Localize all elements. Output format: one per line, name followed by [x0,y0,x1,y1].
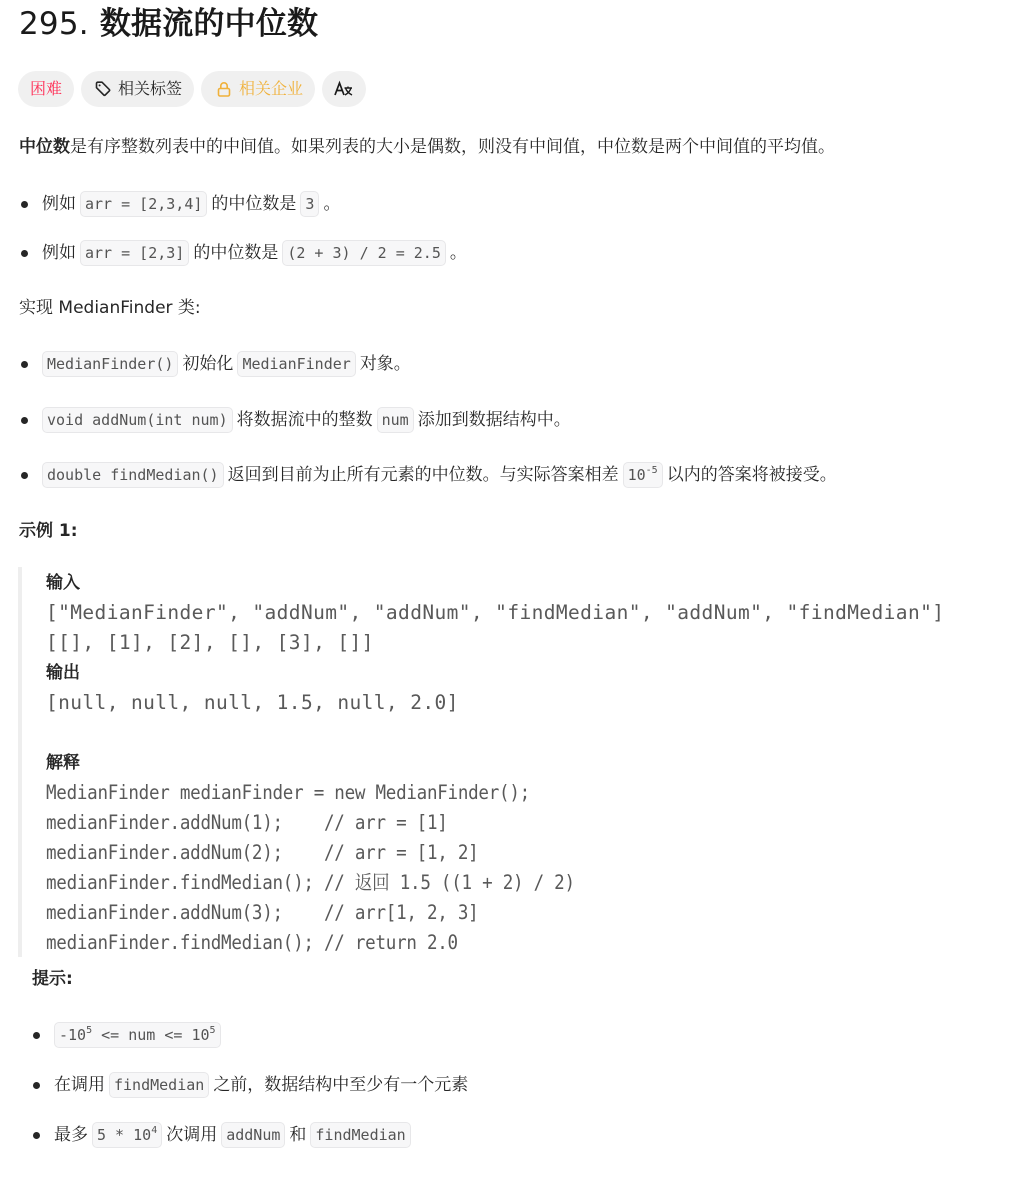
input-line-1: ["MedianFinder", "addNum", "addNum", "findMedian", "addNum", "findMedian"] [46,601,945,624]
inline-code: MedianFinder [237,351,355,377]
lock-icon [215,80,233,98]
median-term: 中位数 [19,137,70,157]
related-companies-button[interactable] [201,71,315,107]
method-bullet-3 [21,461,837,489]
bullet [21,201,28,208]
explain-line-1: MedianFinder medianFinder = new MedianFinder(); [46,781,530,804]
example-heading: 示例 1: [19,521,78,541]
method-bullet-1 [21,350,411,378]
text: 初始化 [182,354,234,374]
text: 的中位数是 [193,243,279,263]
related-companies-label: 相关企业 [239,79,304,98]
constraints-heading: 提示: [32,969,73,989]
inline-code: $10^{-5}$ [623,462,663,488]
example-blockquote-border [18,567,22,957]
text: 添加到数据结构中。 [417,410,571,430]
inline-code: num [377,407,414,433]
inline-code: 3 [300,191,319,217]
text: 最多 [54,1125,88,1145]
output-line: [null, null, null, 1.5, null, 2.0] [46,691,459,714]
bullet [33,1082,40,1089]
text: 将数据流中的整数 [236,410,373,430]
explain-line-6: medianFinder.findMedian(); // return 2.0 [46,931,458,954]
inline-code: MedianFinder() [42,351,178,377]
inline-code: double findMedian() [42,462,224,488]
difficulty-badge[interactable] [18,71,74,107]
text: 次调用 [166,1125,218,1145]
text: 以内的答案将被接受。 [666,465,837,485]
page-title [19,4,318,44]
text: 对象。 [359,354,411,374]
related-topics-button[interactable] [81,71,194,107]
example-bullet-1 [21,190,340,218]
bullet [21,472,28,479]
constraint-1 [33,1022,225,1048]
explain-label: 解释 [46,753,80,773]
text: 例如 [42,243,76,263]
inline-code: arr = [2,3] [80,240,189,266]
inline-code: $-10^5$ <= num <= $10^5$ [54,1022,221,1048]
text: 的中位数是 [211,194,297,214]
text: 返回到目前为止所有元素的中位数。与实际答案相差 [227,465,619,485]
translate-button[interactable] [322,71,366,107]
input-line-2: [[], [1], [2], [], [3], []] [46,631,374,654]
text: 之前，数据结构中至少有一个元素 [213,1075,469,1095]
inline-code: addNum [221,1122,285,1148]
difficulty-label: 困难 [30,79,63,98]
constraint-2 [33,1071,468,1099]
inline-code: (2 + 3) / 2 = 2.5 [282,240,446,266]
text: 例如 [42,194,76,214]
inline-code: arr = [2,3,4] [80,191,207,217]
inline-code: void addNum(int num) [42,407,233,433]
tag-row [18,71,366,107]
input-label: 输入 [46,573,80,593]
intro-text: 是有序整数列表中的中间值。如果列表的大小是偶数，则没有中间值，中位数是两个中间值的平均值。 [70,137,835,157]
explain-line-5: medianFinder.addNum(3); // arr[1, 2, 3] [46,901,479,924]
explain-line-2: medianFinder.addNum(1); // arr = [1] [46,811,448,834]
bullet [21,250,28,257]
example-bullet-2 [21,239,467,267]
explain-line-4: medianFinder.findMedian(); // 返回 1.5 ((1 + 2) / 2) [46,871,575,894]
inline-code: findMedian [109,1072,209,1098]
text: 在调用 [54,1075,105,1095]
bullet [33,1032,40,1039]
translate-icon [334,80,354,98]
bullet [21,361,28,368]
inline-code: $5 * 10^4$ [92,1122,162,1148]
output-label: 输出 [46,663,80,683]
inline-code: findMedian [310,1122,410,1148]
bullet [33,1132,40,1139]
problem-number: 295. [19,6,89,42]
text: 。 [323,194,341,214]
method-bullet-2 [21,406,571,434]
text: 和 [289,1125,307,1145]
tag-icon [94,80,112,98]
implement-label: 实现 MedianFinder 类: [19,298,201,318]
bullet [21,417,28,424]
intro-paragraph [19,134,835,160]
explain-line-3: medianFinder.addNum(2); // arr = [1, 2] [46,841,479,864]
problem-title: 数据流的中位数 [99,6,319,42]
constraint-3 [33,1121,415,1149]
text: 。 [449,243,467,263]
related-topics-label: 相关标签 [118,79,183,98]
